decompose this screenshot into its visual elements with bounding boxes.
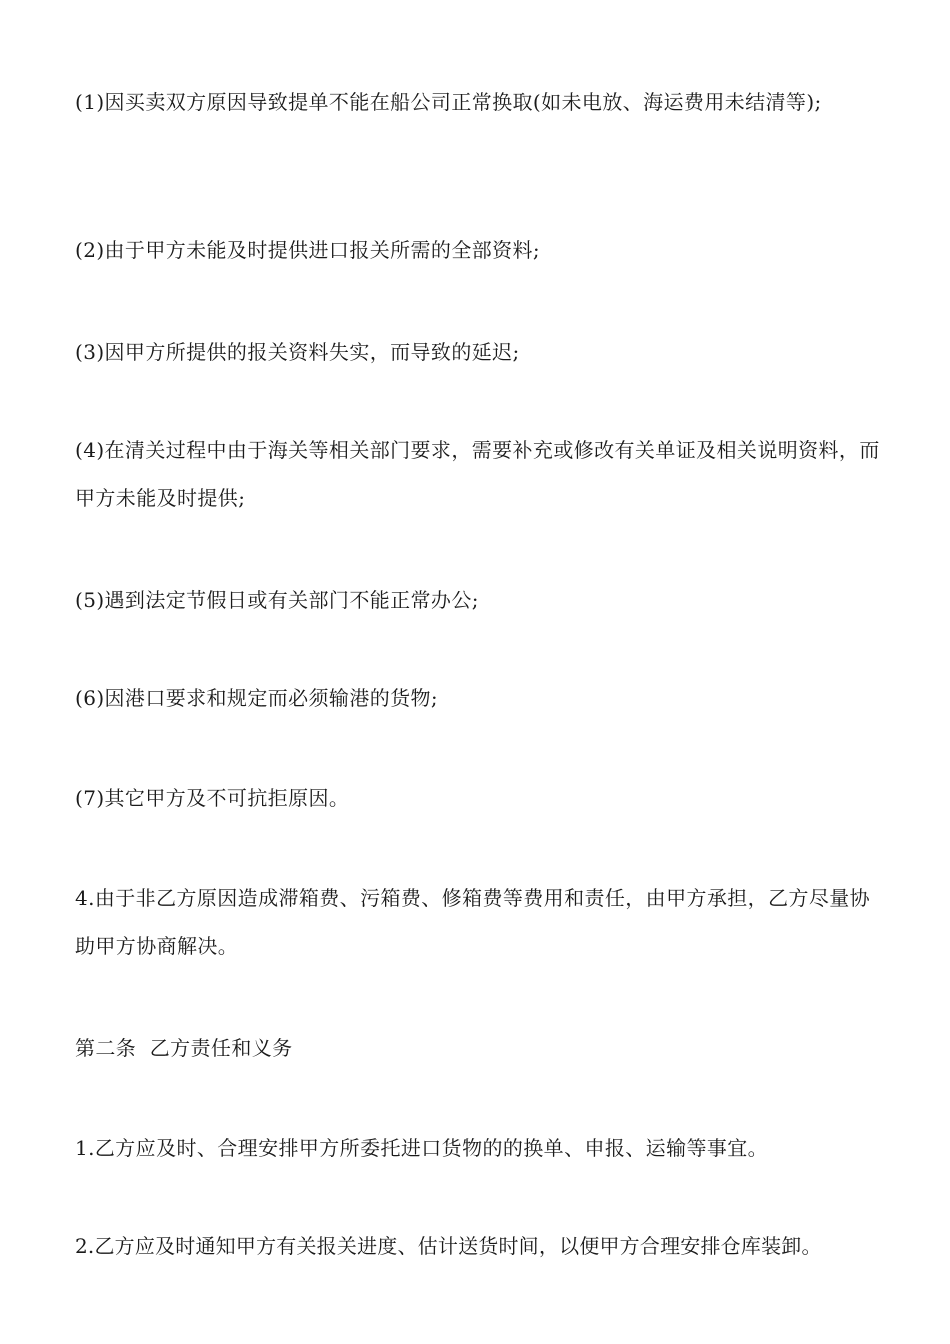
clause-item-7: (7)其它甲方及不可抗拒原因。	[75, 786, 350, 810]
duty-item-1: 1.乙方应及时、合理安排甲方所委托进口货物的的换单、申报、运输等事宜。	[75, 1136, 769, 1160]
article-4-text: 4.由于非乙方原因造成滞箱费、污箱费、修箱费等费用和责任，由甲方承担，乙方尽量协助甲方协商解决。	[75, 886, 871, 958]
duty-item-2: 2.乙方应及时通知甲方有关报关进度、估计送货时间，以便甲方合理安排仓库装卸。	[75, 1234, 822, 1258]
section-heading: 第二条 乙方责任和义务	[75, 1036, 293, 1060]
clause-item-5: (5)遇到法定节假日或有关部门不能正常办公;	[75, 588, 479, 612]
clause-item-3: (3)因甲方所提供的报关资料失实，而导致的延迟;	[75, 340, 520, 364]
clause-item-1: (1)因买卖双方原因导致提单不能在船公司正常换取(如未电放、海运费用未结清等);	[75, 90, 822, 114]
clause-item-4: (4)在清关过程中由于海关等相关部门要求，需要补充或修改有关单证及相关说明资料，而甲方未能及时提供;	[75, 438, 880, 510]
clause-item-6: (6)因港口要求和规定而必须输港的货物;	[75, 686, 439, 710]
clause-item-2: (2)由于甲方未能及时提供进口报关所需的全部资料;	[75, 238, 541, 262]
